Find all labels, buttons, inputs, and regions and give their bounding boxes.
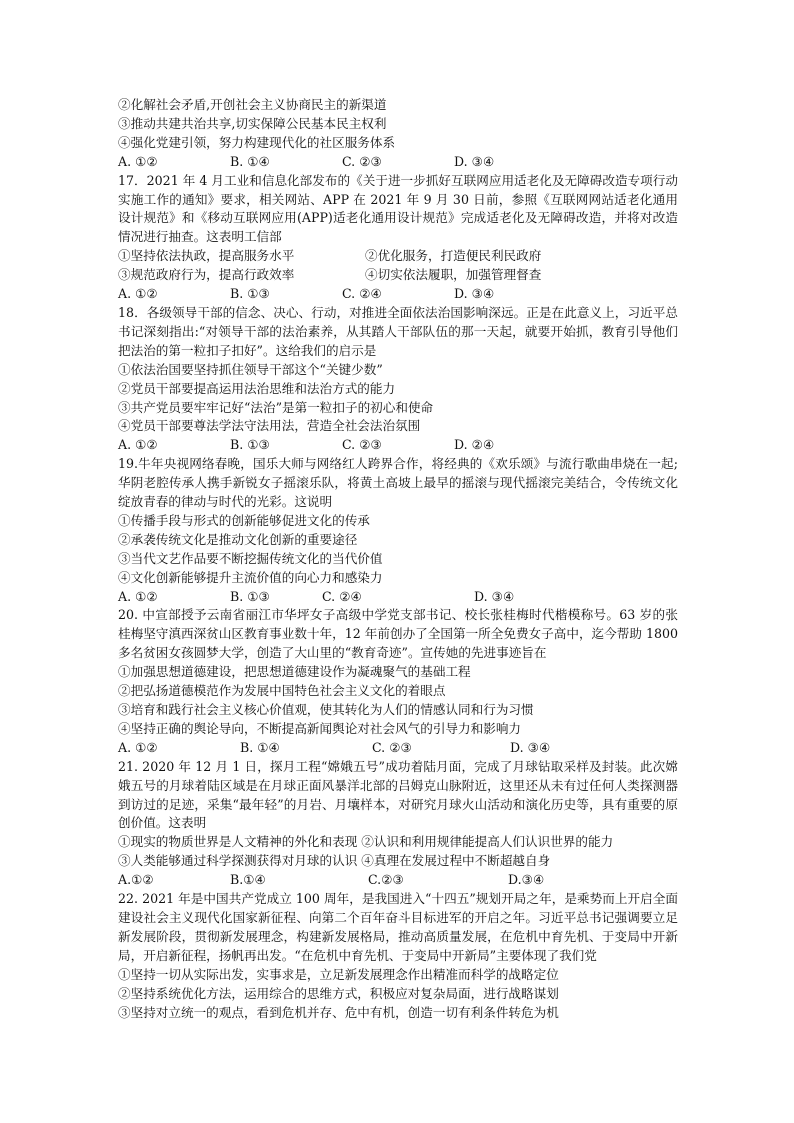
- question-18: [118, 304, 678, 455]
- option-a: A. ①②: [118, 588, 158, 604]
- option-c: C.②③: [368, 872, 404, 888]
- option-d: D. ②④: [454, 437, 495, 453]
- statement: ②化解社会矛盾,开创社会主义协商民主的新渠道: [118, 97, 387, 112]
- statement: ④党员干部要尊法学法守法用法，营造全社会法治氛围: [118, 418, 421, 434]
- statement: ③规范政府行为，提高行政效率: [118, 267, 295, 283]
- question-21: [118, 758, 678, 890]
- answer-options: [118, 588, 678, 607]
- statement: ③推动共建共治共享,切实保障公民基本民主权利: [118, 115, 387, 131]
- option-d: D. ③④: [454, 153, 495, 169]
- question-16-tail: [118, 96, 678, 172]
- statement: ④坚持正确的舆论导向，不断提高新闻舆论对社会风气的引导力和影响力: [118, 720, 521, 736]
- statement-pair: [118, 266, 678, 285]
- option-a: A. ①②: [118, 437, 158, 453]
- option-b: B. ①③: [230, 286, 270, 302]
- statement: ②把弘扬道德模范作为发展中国特色社会主义文化的着眼点: [118, 683, 446, 699]
- statement: ②党员干部要提高运用法治思维和法治方式的能力: [118, 380, 396, 396]
- option-b: B.①④: [230, 872, 266, 888]
- option-d: D. ③④: [454, 286, 495, 302]
- option-a: A. ①②: [118, 739, 158, 755]
- question-stem: 20. 中宣部授予云南省丽江市华坪女子高级中学党支部书记、校长张桂梅时代楷模称号。63 岁的张桂梅坚守滇西深贫山区教育事业数十年，12 年前创办了全国第一所全免费女子高中，迄今帮助 1800 多名贫困女孩圆梦大学，创造了大山里的“教育奇迹”。宣传她的先进事迹旨在: [118, 607, 678, 661]
- answer-options: [118, 153, 678, 172]
- option-c: C. ②④: [322, 588, 362, 604]
- statement: ②承袭传统文化是推动文化创新的重要途径: [118, 531, 358, 547]
- statement: ③坚持对立统一的观点，看到危机并存、危中有机，创造一切有利条件转危为机: [118, 1004, 559, 1020]
- option-c: C. ②③: [372, 739, 412, 755]
- statement: ①依法治国要坚持抓住领导干部这个“关键少数”: [118, 361, 383, 377]
- statement: ③当代文艺作品要不断挖掘传统文化的当代价值: [118, 550, 383, 566]
- option-b: B. ①③: [230, 437, 270, 453]
- statement: ③人类能够通过科学探测获得对月球的认识 ④真理在发展过程中不断超越自身: [118, 853, 551, 869]
- question-19: [118, 455, 678, 606]
- option-b: B. ①③: [230, 588, 270, 604]
- option-c: C. ②④: [342, 286, 382, 302]
- question-stem: 21. 2020 年 12 月 1 日，探月工程“嫦娥五号”成功着陆月面，完成了月球钻取采样及封装。此次嫦娥五号的月球着陆区域是在月球正面风暴洋北部的吕姆克山脉附近，这里还从未有过任何人类探测器到访过的足迹，采集“最年轻”的月岩、月壤样本，对研究月球火山活动和演化历史等，具有重要的原创价值。这表明: [118, 758, 678, 831]
- option-b: B. ①④: [230, 153, 270, 169]
- answer-options: [118, 285, 678, 304]
- exam-page: [118, 96, 678, 1022]
- answer-options: [118, 436, 678, 455]
- answer-options: [118, 739, 678, 758]
- statement: ④切实依法履职，加强管理督查: [365, 267, 542, 283]
- statement: ①现实的物质世界是人文精神的外化和表现 ②认识和利用规律能提高人们认识世界的能力: [118, 834, 614, 850]
- statement-pair: [118, 247, 678, 266]
- answer-options: [118, 871, 678, 890]
- option-a: A. ①②: [118, 286, 158, 302]
- question-stem: 17．2021 年 4 月工业和信息化部发布的《关于进一步抓好互联网应用适老化及无障碍改造专项行动实施工作的通知》要求，相关网站、APP 在 2021 年 9 月 30 日前，参照《互联网网站适老化通用设计规范》和《移动互联网应用(APP)适老化通用设计规范》完成适老化及无障碍改造，并将对改造情况进行抽查。这表明工信部: [118, 172, 678, 245]
- statement: ②坚持系统优化方法，运用综合的思维方式，积极应对复杂局面，进行战略谋划: [118, 985, 559, 1001]
- option-a: A.①②: [118, 872, 154, 888]
- option-c: C. ②③: [342, 153, 382, 169]
- option-d: D.③④: [508, 872, 545, 888]
- question-22: [118, 890, 678, 1022]
- option-c: C. ②③: [342, 437, 382, 453]
- statement: ①坚持一切从实际出发，实事求是，立足新发展理念作出精准而科学的战略定位: [118, 966, 559, 982]
- question-17: [118, 172, 678, 304]
- statement: ④文化创新能够提升主流价值的向心力和感染力: [118, 569, 383, 585]
- statement: ①坚持依法执政，提高服务水平: [118, 248, 295, 264]
- question-stem: 19.牛年央视网络春晚，国乐大师与网络红人跨界合作，将经典的《欢乐颂》与流行歌曲串烧在一起;华阴老腔传承人携手新锐女子摇滚乐队，将黄土高坡上最早的摇滚与现代摇滚完美结合，令传统文化绽放青春的律动与时代的光彩。这说明: [118, 456, 678, 510]
- question-stem: 22. 2021 年是中国共产党成立 100 周年，是我国进入“十四五”规划开局之年，是乘势而上开启全面建设社会主义现代化国家新征程、向第二个百年奋斗目标进军的开启之年。习近平总书记强调要立足新发展阶段，贯彻新发展理念，构建新发展格局，推动高质量发展，在危机中育先机、于变局中开新局，开启新征程，扬帆再出发。“在危机中育先机、于变局中开新局”主要体现了我们党: [118, 891, 678, 963]
- option-a: A. ①②: [118, 153, 158, 169]
- statement: ③共产党员要牢牢记好“法治”是第一粒扣子的初心和使命: [118, 399, 434, 415]
- statement: ①加强思想道德建设，把思想道德建设作为凝魂聚气的基础工程: [118, 664, 471, 680]
- question-stem: 18．各级领导干部的信念、决心、行动，对推进全面依法治国影响深远。正是在此意义上，习近平总书记深刻指出:“对领导干部的法治素养，从其踏人干部队伍的那一天起，就要开始抓，教育引导他们把法治的第一粒扣子扣好”。这给我们的启示是: [118, 304, 678, 358]
- question-20: [118, 606, 678, 757]
- statement: ①传播手段与形式的创新能够促进文化的传承: [118, 512, 370, 528]
- option-d: D. ③④: [510, 739, 551, 755]
- statement: ④强化党建引领，努力构建现代化的社区服务体系: [118, 134, 396, 150]
- statement: ③培育和践行社会主义核心价值观，使其转化为人们的情感认同和行为习惯: [118, 702, 534, 717]
- option-d: D. ③④: [474, 588, 515, 604]
- option-b: B. ①④: [240, 739, 280, 755]
- statement: ②优化服务，打造便民利民政府: [365, 248, 542, 264]
